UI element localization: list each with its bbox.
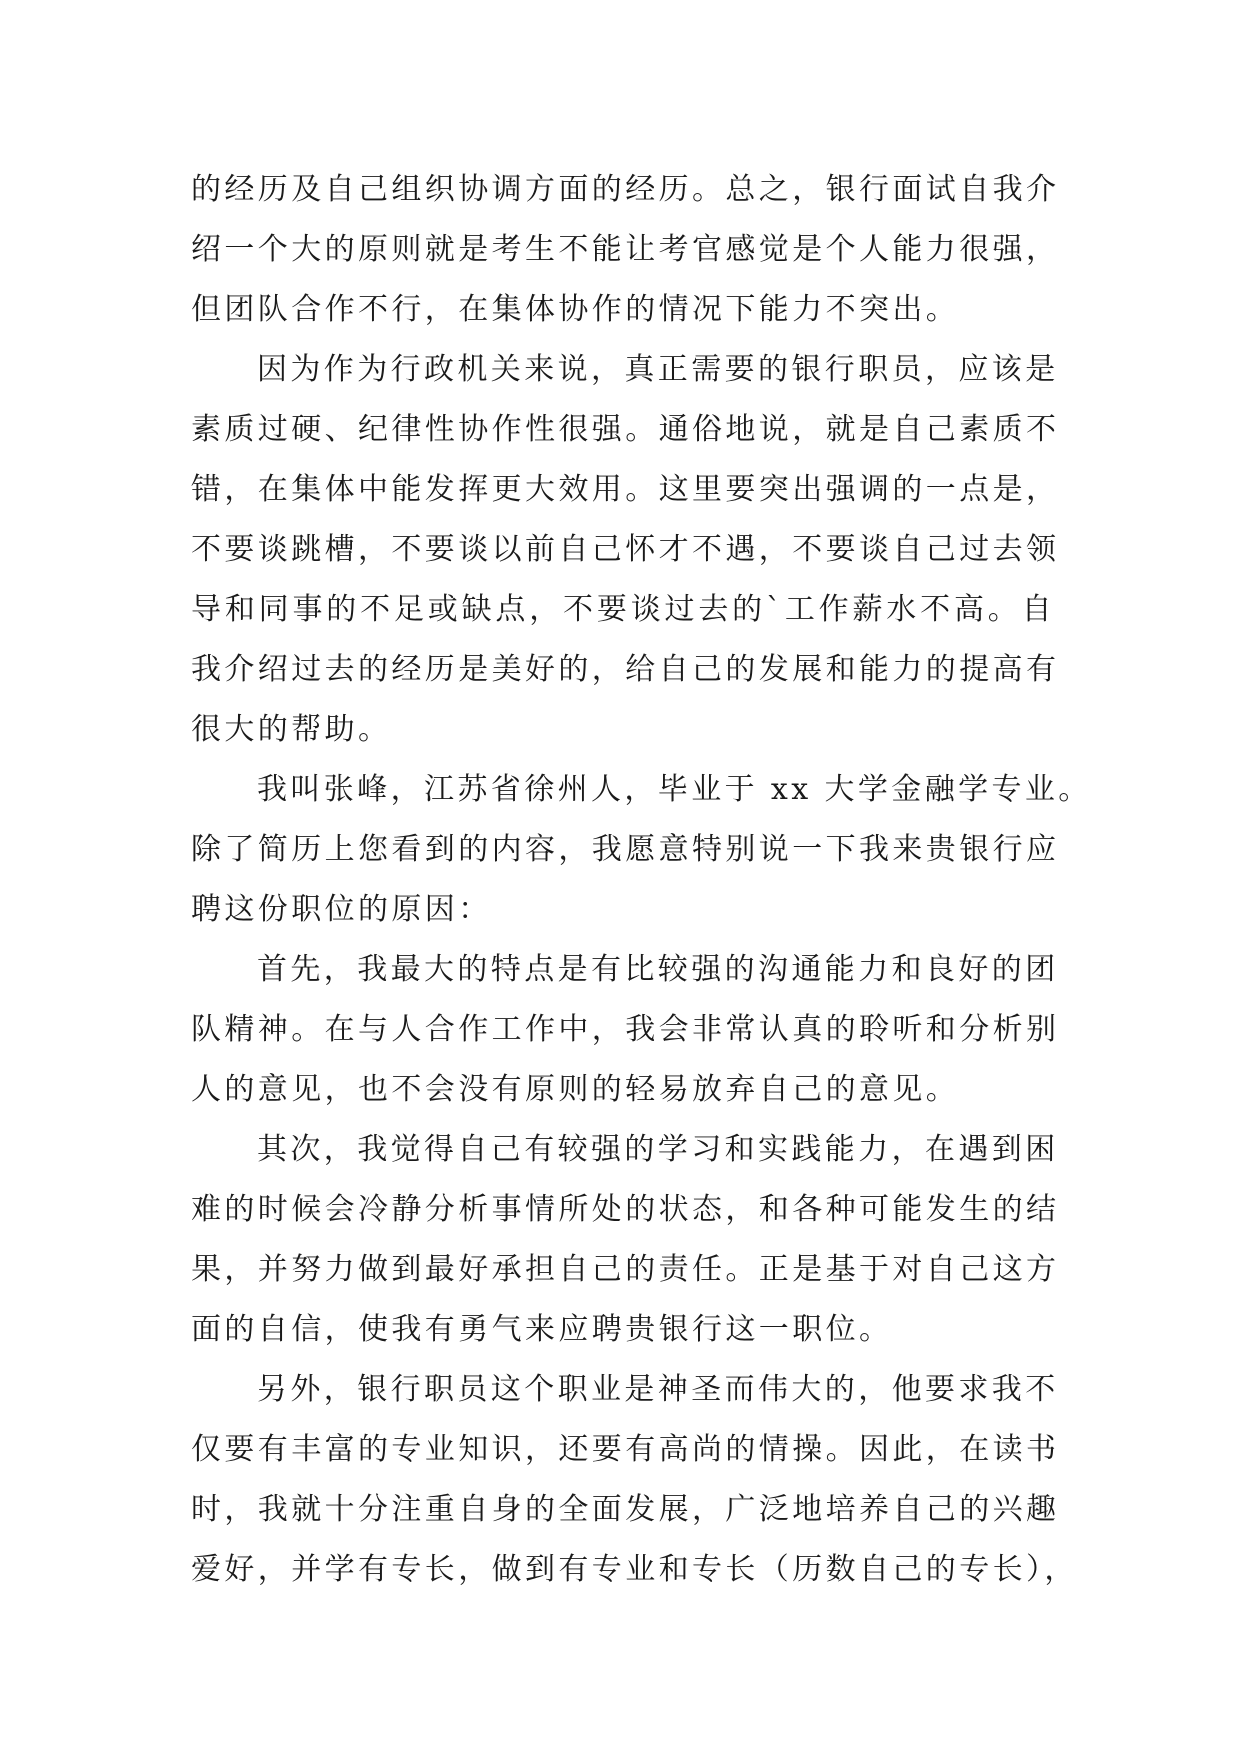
text-line: 队精神。在与人合作工作中，我会非常认真的聆听和分析别 — [191, 1012, 1060, 1047]
text-line: 难的时候会冷静分析事情所处的状态，和各种可能发生的结 — [191, 1192, 1060, 1227]
text-line: 爱好，并学有专长，做到有专业和专长（历数自己的专长）， — [191, 1552, 1078, 1587]
text-line: 面的自信，使我有勇气来应聘贵银行这一职位。 — [191, 1312, 893, 1347]
text-line: 但团队合作不行，在集体协作的情况下能力不突出。 — [191, 292, 960, 327]
text-line: 除了简历上您看到的内容，我愿意特别说一下我来贵银行应 — [191, 832, 1060, 867]
text-line: 很大的帮助。 — [191, 712, 392, 747]
text-line: 人的意见，也不会没有原则的轻易放弃自己的意见。 — [191, 1072, 960, 1107]
text-line: 素质过硬、纪律性协作性很强。通俗地说，就是自己素质不 — [191, 412, 1060, 447]
paragraph-start-line: 另外，银行职员这个职业是神圣而伟大的，他要求我不 — [257, 1372, 1059, 1407]
text-line: 仅要有丰富的专业知识，还要有高尚的情操。因此，在读书 — [191, 1432, 1060, 1467]
paragraph-start-line: 我叫张峰，江苏省徐州人，毕业于 xx 大学金融学专业。 — [257, 772, 1092, 807]
text-line: 绍一个大的原则就是考生不能让考官感觉是个人能力很强， — [191, 232, 1060, 267]
paragraph-start-line: 首先，我最大的特点是有比较强的沟通能力和良好的团 — [257, 952, 1059, 987]
text-line: 不要谈跳槽，不要谈以前自己怀才不遇，不要谈自己过去领 — [191, 532, 1060, 567]
document-body — [191, 160, 1092, 1600]
text-line: 的经历及自己组织协调方面的经历。总之，银行面试自我介 — [191, 172, 1060, 207]
text-line: 果，并努力做到最好承担自己的责任。正是基于对自己这方 — [191, 1252, 1060, 1287]
paragraph-start-line: 因为作为行政机关来说，真正需要的银行职员，应该是 — [257, 352, 1059, 387]
text-line: 时，我就十分注重自身的全面发展，广泛地培养自己的兴趣 — [191, 1492, 1060, 1527]
text-line: 聘这份职位的原因： — [191, 892, 492, 927]
text-line: 导和同事的不足或缺点，不要谈过去的`工作薪水不高。自 — [191, 592, 1055, 627]
paragraph-start-line: 其次，我觉得自己有较强的学习和实践能力，在遇到困 — [257, 1132, 1059, 1167]
text-line: 我介绍过去的经历是美好的，给自己的发展和能力的提高有 — [191, 652, 1060, 687]
text-line: 错，在集体中能发挥更大效用。这里要突出强调的一点是， — [191, 472, 1060, 507]
